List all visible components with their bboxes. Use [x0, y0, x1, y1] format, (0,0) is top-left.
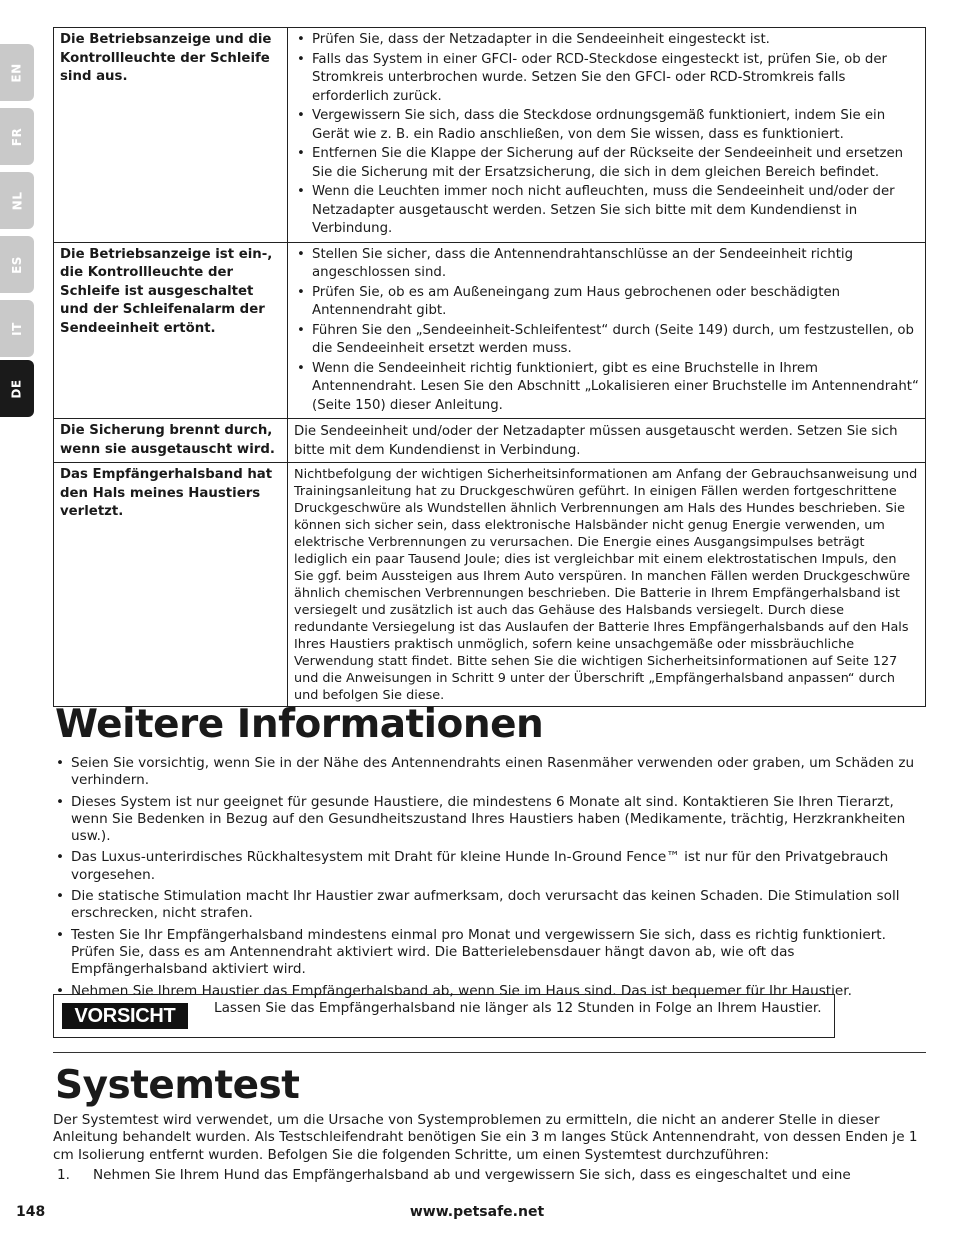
problem-cell: Die Betriebsanzeige und die Kontrollleuchte der Schleife sind aus.: [54, 28, 288, 243]
info-list: [53, 755, 925, 1004]
list-item: • Führen Sie den „Sendeeinheit-Schleifentest“ durch (Seite 149) durch, um festzustellen, ob die Sendeeinheit ersetzt werden muss.: [294, 322, 919, 359]
lang-tab-de[interactable]: DE: [0, 360, 34, 417]
list-item: • Prüfen Sie, dass der Netzadapter in die Sendeeinheit eingesteckt ist.: [294, 31, 919, 50]
step-number: 1.: [57, 1167, 70, 1183]
list-item: • Testen Sie Ihr Empfängerhalsband mindestens einmal pro Monat und vergewissern Sie sich, dass es richtig funktioniert. Prüfen Sie, dass es am Antennendraht aktiviert wird. Die Batterielebensdauer hängt davon ab, wie oft das Empfängerhalsband aktiviert wird.: [53, 927, 925, 979]
systemtest-intro: Der Systemtest wird verwendet, um die Ursache von Systemproblemen zu ermitteln, die nicht an anderer Stelle in dieser Anleitung behandelt wurden. Als Testschleifendraht benötigen Sie ein 3 m langes Stück Antennendraht, von dessen Enden je 1 cm Isolierung entfernt wurden. Befolgen Sie die folgenden Schritte, um einen Systemtest durchzuführen:: [53, 1112, 918, 1163]
problem-cell: Die Betriebsanzeige ist ein-, die Kontrollleuchte der Schleife ist ausgeschaltet und der Schleifenalarm der Sendeeinheit ertönt.: [54, 242, 288, 419]
list-item: • Das Luxus-unterirdisches Rückhaltesystem mit Draht für kleine Hunde In-Ground Fence™ ist nur für den Privatgebrauch vorgesehen.: [53, 849, 925, 884]
list-item: • Vergewissern Sie sich, dass die Steckdose ordnungsgemäß funktioniert, indem Sie ein Gerät wie z. B. ein Radio anschließen, von dem Sie wissen, dass es funktioniert.: [294, 107, 919, 144]
list-item: • Seien Sie vorsichtig, wenn Sie in der Nähe des Antennendrahts einen Rasenmäher verwenden oder graben, um Schäden zu verhindern.: [53, 755, 925, 790]
solution-cell: Die Sendeeinheit und/oder der Netzadapter müssen ausgetauscht werden. Setzen Sie sich bitte mit dem Kundendienst in Verbindung.: [288, 419, 926, 463]
table-row: [54, 419, 926, 463]
section-heading-systemtest: Systemtest: [55, 1063, 300, 1108]
solution-cell: [288, 242, 926, 419]
page-number: 148: [16, 1204, 46, 1220]
list-item: • Dieses System ist nur geeignet für gesunde Haustiere, die mindestens 6 Monate alt sind. Kontaktieren Sie Ihren Tierarzt, wenn Sie Bedenken in Bezug auf den Gesundheitszustand Ihres Haustiers haben (Medikamente, trächtig, Herzkrankheiten usw.).: [53, 794, 925, 846]
list-item: • Prüfen Sie, ob es am Außeneingang zum Haus gebrochenen oder beschädigten Antennendraht gibt.: [294, 284, 919, 321]
footer-url: www.petsafe.net: [409, 1204, 545, 1220]
troubleshooting-table: [53, 27, 926, 707]
section-heading-info: Weitere Informationen: [55, 702, 544, 747]
systemtest-step: [53, 1167, 925, 1184]
lang-tab-en[interactable]: EN: [0, 44, 34, 101]
step-text: Nehmen Sie Ihrem Hund das Empfängerhalsband ab und vergewissern Sie sich, dass es eingeschaltet und eine: [93, 1167, 851, 1183]
list-item: • Falls das System in einer GFCI- oder RCD-Steckdose eingesteckt ist, prüfen Sie, ob der Stromkreis unterbrochen wurde. Setzen Sie den GFCI- oder RCD-Stromkreis falls erforderlich zurück.: [294, 51, 919, 107]
lang-tab-fr[interactable]: FR: [0, 108, 34, 165]
caution-text: Lassen Sie das Empfängerhalsband nie länger als 12 Stunden in Folge an Ihrem Haustier.: [214, 1000, 822, 1016]
list-item: • Die statische Stimulation macht Ihr Haustier zwar aufmerksam, doch verursacht das keinen Schaden. Die Stimulation soll erschrecken, nicht strafen.: [53, 888, 925, 923]
list-item: • Nehmen Sie Ihrem Haustier das Empfängerhalsband ab, wenn Sie im Haus sind. Das ist bequemer für Ihr Haustier.: [53, 983, 925, 1000]
caution-badge: VORSICHT: [62, 1003, 188, 1029]
list-item: • Entfernen Sie die Klappe der Sicherung auf der Rückseite der Sendeeinheit und ersetzen Sie die Sicherung mit der Ersatzsicherung, die sich in dem gleichen Bereich befindet.: [294, 145, 919, 182]
caution-box: [53, 994, 835, 1038]
problem-cell: Das Empfängerhalsband hat den Hals meines Haustiers verletzt.: [54, 463, 288, 707]
lang-tab-it[interactable]: IT: [0, 300, 34, 357]
table-row: [54, 463, 926, 707]
divider: [53, 1052, 926, 1053]
list-item: • Wenn die Leuchten immer noch nicht aufleuchten, muss die Sendeeinheit und/oder der Netzadapter ausgetauscht werden. Setzen Sie sich bitte mit dem Kundendienst in Verbindung.: [294, 183, 919, 239]
table-row: [54, 28, 926, 243]
lang-tab-es[interactable]: ES: [0, 236, 34, 293]
list-item: • Stellen Sie sicher, dass die Antennendrahtanschlüsse an der Sendeeinheit richtig angeschlossen sind.: [294, 246, 919, 283]
problem-cell: Die Sicherung brennt durch, wenn sie ausgetauscht wird.: [54, 419, 288, 463]
list-item: • Wenn die Sendeeinheit richtig funktioniert, gibt es eine Bruchstelle in Ihrem Antennendraht. Lesen Sie den Abschnitt „Lokalisieren einer Bruchstelle im Antennendraht“ (Seite 150) dieser Anleitung.: [294, 360, 919, 416]
solution-cell: [288, 28, 926, 243]
table-row: [54, 242, 926, 419]
lang-tab-nl[interactable]: NL: [0, 172, 34, 229]
solution-cell: Nichtbefolgung der wichtigen Sicherheitsinformationen am Anfang der Gebrauchsanweisung und Trainingsanleitung hat zu Druckgeschwüren geführt. In einigen Fällen werden fortgeschrittene Druckgeschwüre als Wundstellen ähnlich Verbrennungen am Hals des Hundes beschrieben. Sie können sich sicher sein, dass elektronische Halsbänder nicht genug Energie verwenden, um elektrische Verbrennungen zu verursachen. Die Energie eines Ausgangsimpulses beträgt lediglich ein paar Tausend Joule; dies ist vergleichbar mit einem elektrostatischen Impuls, den Sie ggf. beim Aussteigen aus Ihrem Auto verspüren. In manchen Fällen werden Druckgeschwüre ähnlich chemischen Verbrennungen beschrieben. Die Batterie in Ihrem Empfängerhalsband ist versiegelt und zusätzlich ist auch das Gehäuse des Halsbands versiegelt. Durch diese redundante Versiegelung ist das Auslaufen der Batterie Ihres Empfängerhalsbands auf den Hals Ihres Haustiers praktisch unmöglich, sofern keine unsachgemäße oder missbräuchliche Verwendung statt findet. Bitte sehen Sie die wichtigen Sicherheitsinformationen auf Seite 127 und die Anweisungen in Schritt 9 unter der Überschrift „Empfängerhalsband anpassen“ durch und befolgen Sie diese.: [288, 463, 926, 707]
